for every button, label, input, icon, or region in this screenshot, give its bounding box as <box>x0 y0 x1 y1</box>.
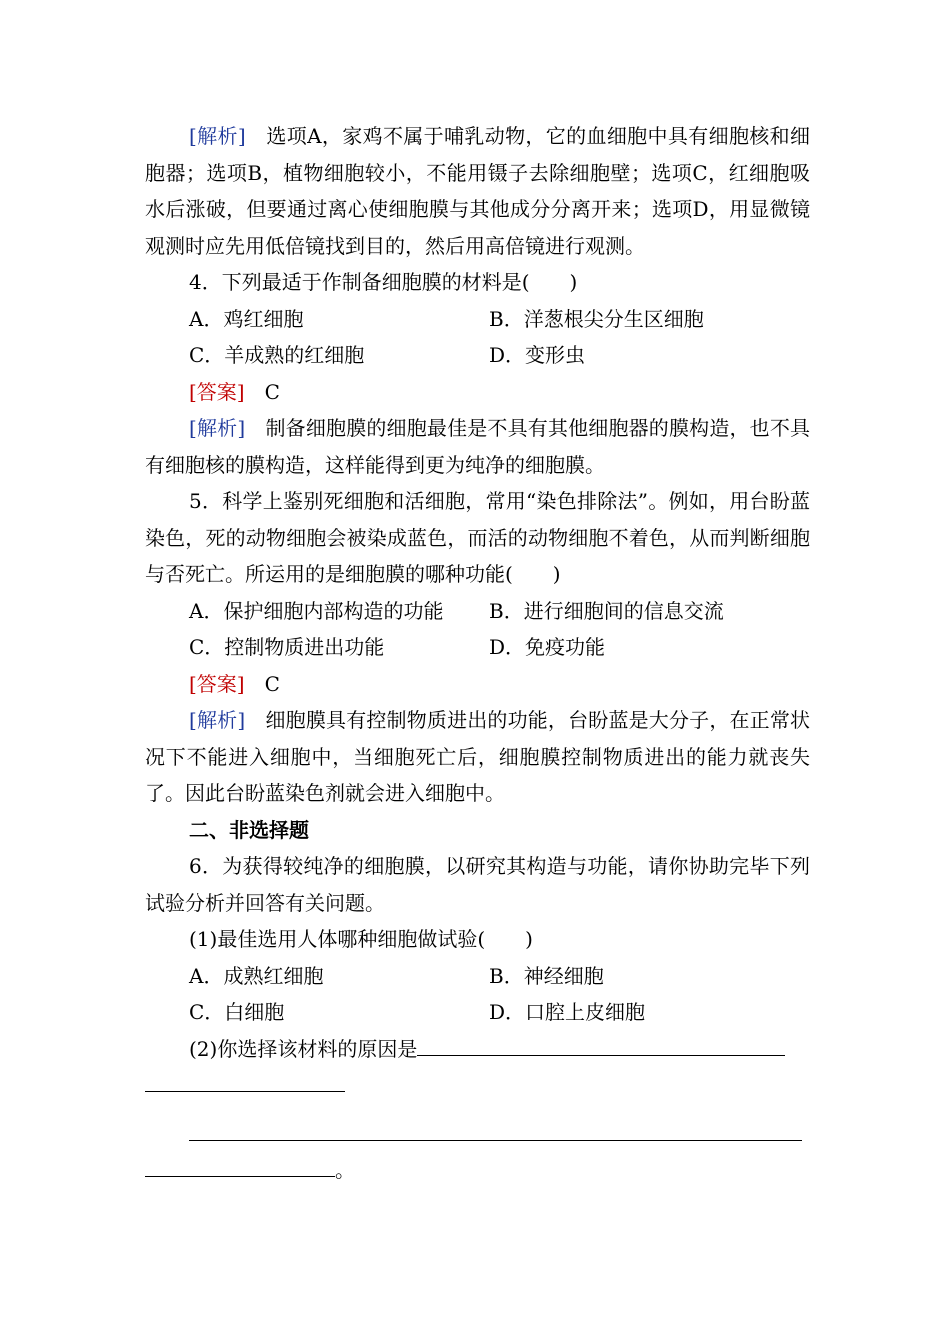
answer-label: [答案] <box>189 379 245 404</box>
option-b: B．洋葱根尖分生区细胞 <box>489 306 704 331</box>
option-c: C．白细胞 <box>189 1000 285 1024</box>
question-6-sub-2 <box>145 1031 810 1068</box>
question-4-options-row-2 <box>145 337 810 374</box>
question-5-stem: 5．科学上鉴别死细胞和活细胞，常用“染色排除法”。例如，用台盼蓝染色，死的动物细胞会被染成蓝色，而活的动物细胞不着色，从而判断细胞与否死亡。所运用的是细胞膜的哪种功能( ) <box>145 489 810 586</box>
question-4-options-row-1 <box>145 301 810 338</box>
question-5-analysis <box>145 702 810 812</box>
option-a: A．保护细胞内部构造的功能 <box>189 598 444 623</box>
question-5-answer <box>145 666 810 703</box>
analysis-text-q3: 选项A，家鸡不属于哺乳动物，它的血细胞中具有细胞核和细胞器；选项B，植物细胞较小，不能用镊子去除细胞壁；选项C，红细胞吸水后涨破，但要通过离心使细胞膜与其他成分分离开来；选项D，用显微镜观测时应先用低倍镜找到目的，然后用高倍镜进行观测。 <box>145 124 811 258</box>
document-body <box>145 118 810 1189</box>
analysis-label: [解析] <box>189 416 246 440</box>
answer-blank-line[interactable] <box>145 1152 335 1177</box>
answer-blank-row <box>145 1116 810 1153</box>
question-4-stem: 4．下列最适于作制备细胞膜的材料是( ) <box>189 270 578 294</box>
question-6-options-row-1 <box>145 958 810 995</box>
option-c: C．羊成熟的红细胞 <box>189 343 365 367</box>
option-d: D．免疫功能 <box>489 635 606 659</box>
section-heading: 二、非选择题 <box>189 817 309 842</box>
answer-value: C <box>264 379 280 404</box>
answer-blank-row <box>145 1067 810 1104</box>
answer-blank-line[interactable] <box>145 1067 345 1092</box>
option-b: B．进行细胞间的信息交流 <box>489 598 724 623</box>
question-6-stem: 6．为获得较纯净的细胞膜，以研究其构造与功能，请你协助完毕下列试验分析并回答有关问题。 <box>145 854 810 915</box>
question-4-answer <box>145 374 810 411</box>
analysis-label: [解析] <box>189 124 246 148</box>
option-a: A．成熟红细胞 <box>189 963 324 988</box>
question-6-sub-1: (1)最佳选用人体哪种细胞做试验( ) <box>189 927 533 951</box>
option-d: D．口腔上皮细胞 <box>489 1000 646 1024</box>
answer-blank-line[interactable] <box>417 1031 785 1056</box>
question-6-sub-2-text: (2)你选择该材料的原因是 <box>189 1036 418 1061</box>
answer-label: [答案] <box>189 671 245 696</box>
analysis-label: [解析] <box>189 708 246 732</box>
question-5-options-row-1 <box>145 593 810 630</box>
end-mark: 。 <box>335 1158 355 1182</box>
analysis-text: 细胞膜具有控制物质进出的功能，台盼蓝是大分子，在正常状况下不能进入细胞中，当细胞死亡后，细胞膜控制物质进出的能力就丧失了。因此台盼蓝染色剂就会进入细胞中。 <box>145 708 811 805</box>
option-d: D．变形虫 <box>489 343 586 367</box>
option-b: B．神经细胞 <box>489 963 604 988</box>
answer-blank-row <box>145 1152 810 1189</box>
question-5-options-row-2 <box>145 629 810 666</box>
answer-blank-line[interactable] <box>189 1116 802 1141</box>
analysis-text: 制备细胞膜的细胞最佳是不具有其他细胞器的膜构造，也不具有细胞核的膜构造，这样能得到更为纯净的细胞膜。 <box>145 416 811 477</box>
option-c: C．控制物质进出功能 <box>189 635 385 659</box>
option-a: A．鸡红细胞 <box>189 306 304 331</box>
analysis-paragraph-q3 <box>145 118 810 264</box>
question-6-options-row-2 <box>145 994 810 1031</box>
question-4-analysis <box>145 410 810 483</box>
answer-value: C <box>264 671 280 696</box>
